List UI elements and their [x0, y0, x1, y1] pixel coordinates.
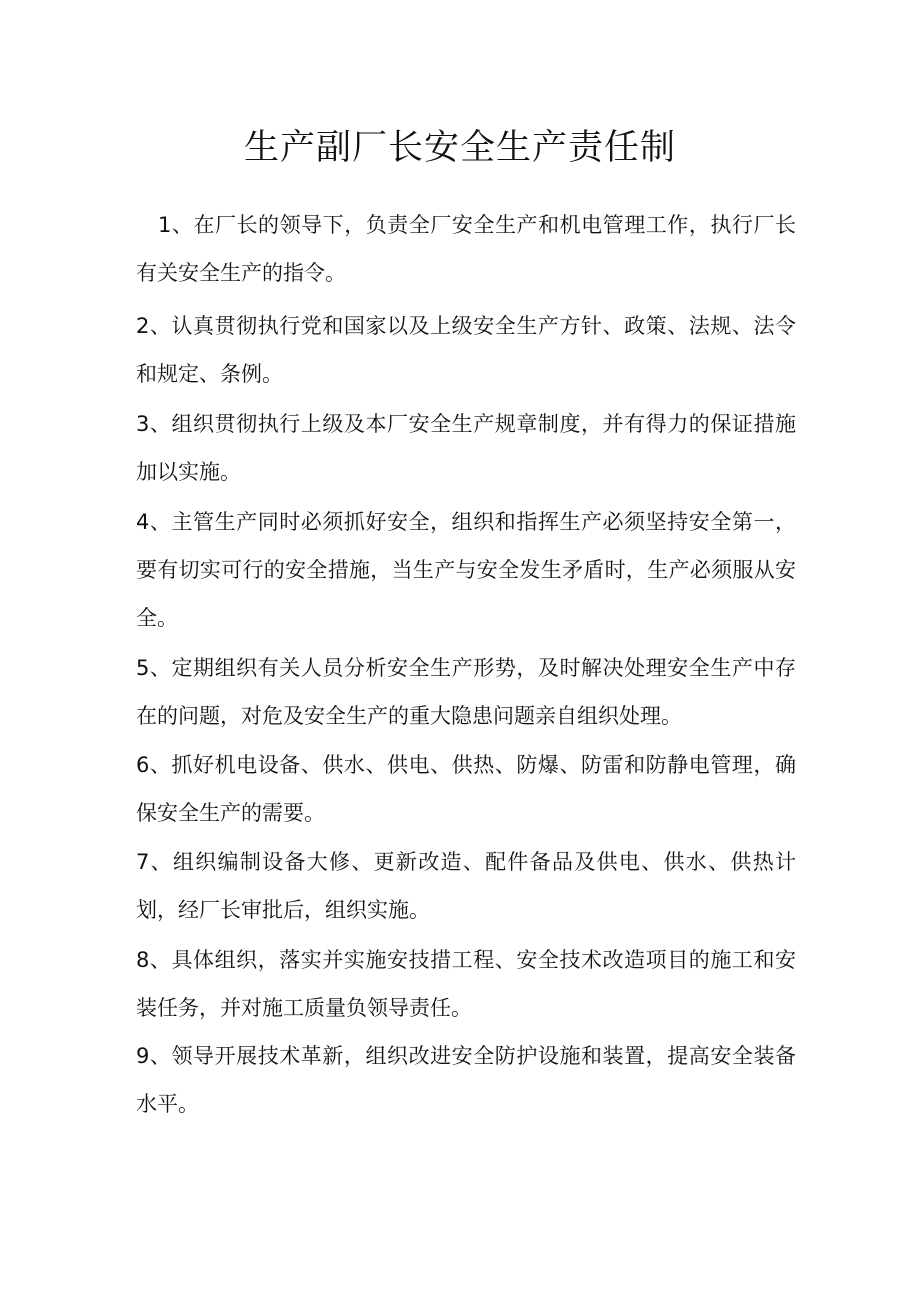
list-item: 8、具体组织，落实并实施安技措工程、安全技术改造项目的施工和安装任务，并对施工质量负领导责任。: [136, 948, 796, 1020]
page-title: 生产副厂长安全生产责任制: [243, 128, 676, 168]
list-item: 1、在厂长的领导下，负责全厂安全生产和机电管理工作，执行厂长有关安全生产的指令。: [136, 213, 796, 285]
list-item: 2、认真贯彻执行党和国家以及上级安全生产方针、政策、法规、法令和规定、条例。: [136, 314, 796, 386]
list-item: 3、组织贯彻执行上级及本厂安全生产规章制度，并有得力的保证措施加以实施。: [136, 412, 796, 484]
list-item: 5、定期组织有关人员分析安全生产形势，及时解决处理安全生产中存在的问题，对危及安全生产的重大隐患问题亲自组织处理。: [136, 656, 796, 728]
list-item: 4、主管生产同时必须抓好安全，组织和指挥生产必须坚持安全第一，要有切实可行的安全措施，当生产与安全发生矛盾时，生产必须服从安全。: [136, 510, 796, 630]
list-item: 7、组织编制设备大修、更新改造、配件备品及供电、供水、供热计划，经厂长审批后，组织实施。: [136, 850, 796, 922]
list-item: 6、抓好机电设备、供水、供电、供热、防爆、防雷和防静电管理，确保安全生产的需要。: [136, 753, 796, 825]
list-item: 9、领导开展技术革新，组织改进安全防护设施和装置，提高安全装备水平。: [136, 1044, 796, 1116]
